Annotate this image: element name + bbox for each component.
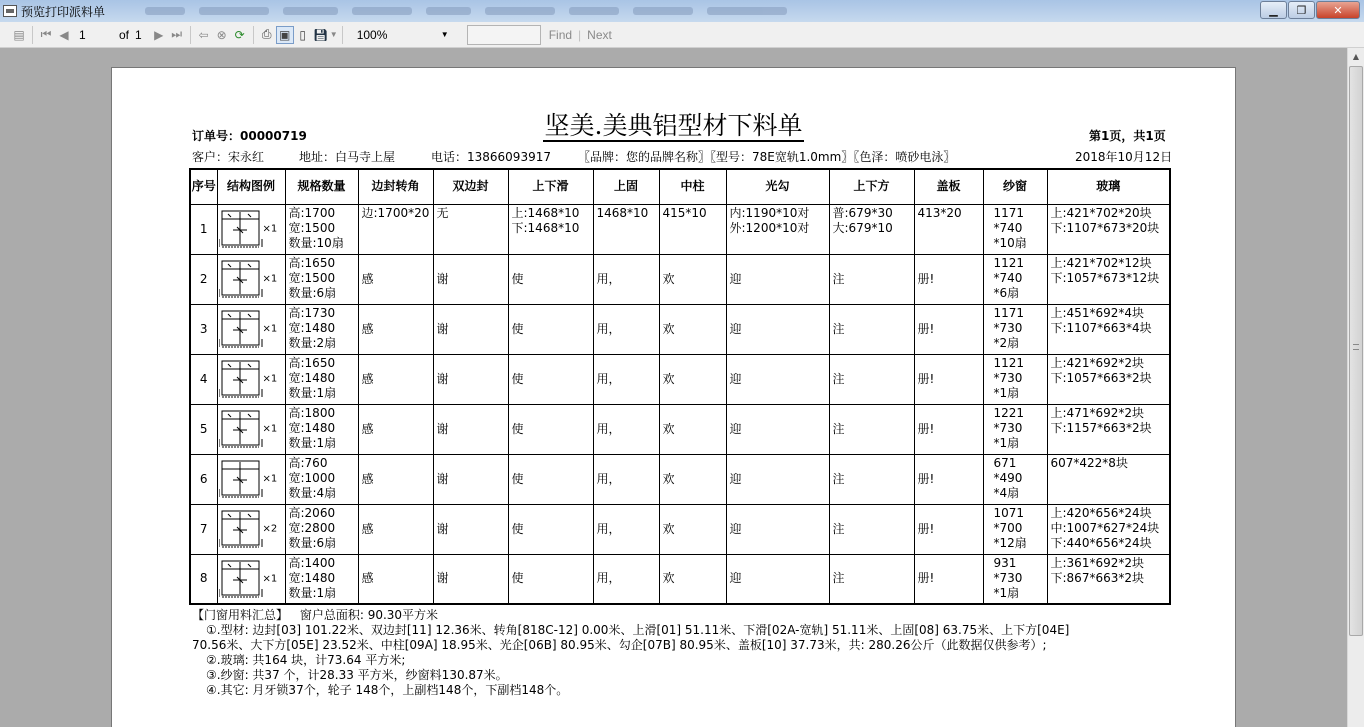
- edge-corner: 感: [358, 304, 433, 354]
- cell-line: 迎: [729, 421, 742, 436]
- chevron-down-icon: ▼: [440, 30, 449, 39]
- cell-line: 高:2060: [288, 505, 336, 520]
- glass-spec: [1047, 304, 1170, 354]
- maximize-icon: ❐: [1296, 3, 1307, 17]
- spec-quantity: [285, 204, 358, 254]
- cell-line: *12扇: [993, 535, 1027, 550]
- document-map-icon[interactable]: ▤: [13, 27, 25, 42]
- cell-line: 数量:1扇: [288, 385, 337, 400]
- window-diagram-icon: [219, 272, 263, 286]
- cell-line: 使: [511, 321, 524, 336]
- table-row: [190, 254, 1170, 304]
- structure-diagram: [217, 404, 285, 454]
- edge-corner: 感: [358, 454, 433, 504]
- double-edge: 谢: [433, 254, 508, 304]
- last-page-icon[interactable]: ⏭: [171, 27, 183, 41]
- row-number: 3: [190, 304, 217, 354]
- maximize-button[interactable]: [1288, 1, 1315, 19]
- toolbar-separator: [342, 26, 343, 44]
- double-edge: 谢: [433, 404, 508, 454]
- upper-lower-rail: [829, 504, 914, 554]
- cell-line: 数量:6扇: [288, 535, 337, 550]
- row-number: 6: [190, 454, 217, 504]
- cell-line: 宽:2800: [288, 520, 336, 535]
- hook-profile: [726, 454, 829, 504]
- window-titlebar: [0, 0, 1364, 22]
- summary-profiles: ①.型材: 边封[03] 101.22米、双边封[11] 12.36米、转角[818C-12] 0.00米、上滑[01] 51.11米、下滑[02A-宽轨] 51.11米、上固[08] 63.75米、上下方[04E]: [206, 623, 1070, 637]
- slide-rail: [508, 504, 593, 554]
- cell-line: *740: [993, 220, 1023, 235]
- cell-line: 上:451*692*4块: [1050, 305, 1144, 320]
- document-title: 坚美.美典铝型材下料单: [544, 111, 803, 140]
- find-input[interactable]: [467, 25, 541, 45]
- summary-screen: ③.纱窗: 共37 个，计28.33 平方米，纱窗料130.87米。: [206, 668, 508, 682]
- middle-post: 欢: [659, 554, 726, 604]
- cell-line: 注: [832, 521, 845, 536]
- table-row: [190, 504, 1170, 554]
- slide-rail: [508, 454, 593, 504]
- cell-line: 迎: [729, 371, 742, 386]
- edge-corner: 感: [358, 404, 433, 454]
- next-link[interactable]: Next: [587, 27, 612, 42]
- minimize-icon: ▁: [1269, 3, 1278, 17]
- glass-spec: [1047, 254, 1170, 304]
- middle-post: 欢: [659, 504, 726, 554]
- double-edge: 谢: [433, 354, 508, 404]
- cover-plate: 册!: [914, 304, 983, 354]
- upper-lower-rail: [829, 254, 914, 304]
- double-edge: 谢: [433, 454, 508, 504]
- structure-diagram: [217, 204, 285, 254]
- cell-line: 注: [832, 421, 845, 436]
- summary-other: ④.其它: 月牙锁37个，轮子 148个，上副档148个，下副档148个。: [206, 683, 569, 697]
- cell-line: 迎: [729, 521, 742, 536]
- first-page-icon[interactable]: ⏮: [40, 27, 52, 41]
- top-fixed: 用，: [593, 404, 659, 454]
- glass-spec: [1047, 354, 1170, 404]
- middle-post: 欢: [659, 404, 726, 454]
- cell-line: 宽:1000: [288, 470, 336, 485]
- cell-line: 使: [511, 471, 524, 486]
- edge-corner: 感: [358, 254, 433, 304]
- edge-corner: 边:1700*20: [358, 204, 433, 254]
- cell-line: 使: [511, 521, 524, 536]
- cell-line: 1171: [993, 305, 1025, 320]
- diagram-multiplier: ×2: [262, 523, 278, 535]
- cell-line: *1扇: [993, 585, 1020, 600]
- top-fixed: 用，: [593, 354, 659, 404]
- table-body: [190, 204, 1170, 604]
- table-row: [190, 304, 1170, 354]
- scroll-thumb[interactable]: [1349, 66, 1363, 636]
- row-number: 5: [190, 404, 217, 454]
- cell-line: 高:1650: [288, 255, 336, 270]
- hook-profile: [726, 254, 829, 304]
- stop-icon[interactable]: ⊗: [216, 27, 227, 42]
- cell-line: 671: [993, 455, 1017, 470]
- cover-plate: 册!: [914, 354, 983, 404]
- structure-diagram: [217, 554, 285, 604]
- slide-rail: [508, 554, 593, 604]
- diagram-multiplier: ×1: [262, 273, 278, 285]
- cell-line: *700: [993, 520, 1023, 535]
- cell-line: 上:1468*10: [511, 205, 580, 220]
- cell-line: 注: [832, 271, 845, 286]
- cell-line: 上:420*656*24块: [1050, 505, 1152, 520]
- diagram-multiplier: ×1: [262, 573, 278, 585]
- spec-quantity: [285, 554, 358, 604]
- middle-post: 欢: [659, 454, 726, 504]
- cell-line: 迎: [729, 321, 742, 336]
- page-info: 第1页，共1页: [1089, 129, 1166, 143]
- vertical-scrollbar[interactable]: [1347, 48, 1364, 727]
- column-header: 上固: [593, 169, 659, 204]
- table-row: [190, 454, 1170, 504]
- column-header: 纱窗: [983, 169, 1047, 204]
- report-toolbar: [0, 22, 1364, 48]
- order-number: 订单号：00000719: [192, 129, 307, 143]
- cover-plate: 册!: [914, 254, 983, 304]
- double-edge: 谢: [433, 504, 508, 554]
- cell-line: 宽:1500: [288, 270, 336, 285]
- material-table: [189, 168, 1171, 605]
- cell-line: 1121: [993, 255, 1025, 270]
- cell-line: 使: [511, 571, 524, 586]
- printer-icon: [3, 5, 17, 17]
- cell-line: 宽:1480: [288, 570, 336, 585]
- cover-plate: 册!: [914, 554, 983, 604]
- window-diagram-icon: [219, 571, 263, 585]
- cell-line: *740: [993, 270, 1023, 285]
- diagram-multiplier: ×1: [262, 423, 278, 435]
- cell-line: 下:1107*663*4块: [1050, 320, 1152, 335]
- table-row: [190, 354, 1170, 404]
- cell-line: 931: [993, 555, 1017, 570]
- cell-line: 使: [511, 271, 524, 286]
- column-header: 双边封: [433, 169, 508, 204]
- upper-lower-rail: [829, 404, 914, 454]
- upper-lower-rail: [829, 554, 914, 604]
- table-row: [190, 204, 1170, 254]
- toolbar-separator: [190, 26, 191, 44]
- minimize-button[interactable]: [1260, 1, 1287, 19]
- column-header: 结构图例: [217, 169, 285, 204]
- cell-line: 使: [511, 421, 524, 436]
- screen-window: [983, 554, 1047, 604]
- cell-line: 注: [832, 571, 845, 586]
- print-icon[interactable]: ⎙: [261, 27, 272, 41]
- glass-spec: [1047, 554, 1170, 604]
- hook-profile: [726, 404, 829, 454]
- upper-lower-rail: [829, 454, 914, 504]
- hook-profile: [726, 554, 829, 604]
- print-layout-icon[interactable]: ▣: [276, 26, 294, 44]
- edge-corner: 感: [358, 504, 433, 554]
- total-pages-label: 1: [135, 27, 142, 42]
- slide-rail: [508, 354, 593, 404]
- export-icon[interactable]: 💾︎: [313, 27, 329, 42]
- window-diagram-icon: [219, 422, 263, 436]
- upper-lower-rail: [829, 204, 914, 254]
- top-fixed: 用，: [593, 554, 659, 604]
- screen-window: [983, 454, 1047, 504]
- spec-quantity: [285, 504, 358, 554]
- screen-window: [983, 304, 1047, 354]
- cell-line: 下:1057*663*2块: [1050, 370, 1152, 385]
- column-header: 中柱: [659, 169, 726, 204]
- cell-line: *2扇: [993, 335, 1020, 350]
- cell-line: 宽:1500: [288, 220, 336, 235]
- cell-line: 上:421*692*2块: [1050, 355, 1144, 370]
- glass-spec: [1047, 404, 1170, 454]
- cell-line: 1121: [993, 355, 1025, 370]
- cell-line: 迎: [729, 571, 742, 586]
- top-fixed: 用，: [593, 304, 659, 354]
- spec-quantity: [285, 354, 358, 404]
- slide-rail: [508, 304, 593, 354]
- edge-corner: 感: [358, 554, 433, 604]
- cell-line: *730: [993, 420, 1023, 435]
- cell-line: 高:1800: [288, 405, 336, 420]
- structure-diagram: [217, 304, 285, 354]
- summary-glass: ②.玻璃: 共164 块，计73.64 平方米;: [206, 653, 406, 667]
- page-of-label: of: [119, 27, 130, 42]
- double-edge: 无: [433, 204, 508, 254]
- product-spec: 〖品牌：您的品牌名称〗〖型号：78E宽轨1.0mm〗〖色泽：喷砂电泳〗: [578, 150, 956, 164]
- cell-line: 1171: [993, 205, 1025, 220]
- find-link[interactable]: Find: [548, 27, 573, 42]
- cell-line: *730: [993, 570, 1023, 585]
- top-fixed: 用，: [593, 254, 659, 304]
- window-diagram-icon: [219, 322, 263, 336]
- cover-plate: 413*20: [914, 204, 983, 254]
- middle-post: 欢: [659, 254, 726, 304]
- summary-area: 窗户总面积: 90.30平方米: [299, 608, 439, 622]
- double-edge: 谢: [433, 304, 508, 354]
- cover-plate: 册!: [914, 404, 983, 454]
- diagram-multiplier: ×1: [262, 223, 278, 235]
- spec-quantity: [285, 254, 358, 304]
- cell-line: 数量:4扇: [288, 485, 337, 500]
- cell-line: 高:1700: [288, 205, 336, 220]
- zoom-value: 100%: [356, 27, 388, 42]
- glass-spec: [1047, 454, 1170, 504]
- cell-line: *10扇: [993, 235, 1027, 250]
- cell-line: 高:1650: [288, 355, 336, 370]
- edge-corner: 感: [358, 354, 433, 404]
- column-header: 规格数量: [285, 169, 358, 204]
- slide-rail: [508, 204, 593, 254]
- column-header: 光勾: [726, 169, 829, 204]
- column-header: 玻璃: [1047, 169, 1170, 204]
- refresh-icon[interactable]: ⟳: [234, 27, 245, 42]
- row-number: 7: [190, 504, 217, 554]
- cell-line: 下:867*663*2块: [1050, 570, 1144, 585]
- cell-line: 下:1468*10: [511, 220, 580, 235]
- cell-line: 普:679*30: [832, 205, 893, 220]
- cell-line: 上:421*702*20块: [1050, 205, 1152, 220]
- cell-line: *490: [993, 470, 1023, 485]
- cell-line: 下:1107*673*20块: [1050, 220, 1160, 235]
- diagram-multiplier: ×1: [262, 473, 278, 485]
- screen-window: [983, 354, 1047, 404]
- cell-line: *730: [993, 370, 1023, 385]
- cell-line: 宽:1480: [288, 370, 336, 385]
- structure-diagram: [217, 254, 285, 304]
- cell-line: 外:1200*10对: [729, 220, 810, 235]
- diagram-multiplier: ×1: [262, 373, 278, 385]
- find-next-divider: |: [578, 27, 582, 42]
- cell-line: 上:471*692*2块: [1050, 405, 1144, 420]
- table-header-row: [190, 169, 1170, 204]
- cell-line: 宽:1480: [288, 420, 336, 435]
- cell-line: 数量:2扇: [288, 335, 337, 350]
- material-summary: [192, 608, 1069, 698]
- spec-quantity: [285, 404, 358, 454]
- customer-name: 客户：宋永红: [192, 150, 265, 164]
- cell-line: *6扇: [993, 285, 1020, 300]
- glass-spec: [1047, 504, 1170, 554]
- cell-line: 高:1730: [288, 305, 336, 320]
- table-row: [190, 404, 1170, 454]
- column-header: 上下滑: [508, 169, 593, 204]
- top-fixed: 1468*10: [593, 204, 659, 254]
- row-number: 1: [190, 204, 217, 254]
- window-title: 预览打印派料单: [21, 4, 106, 19]
- screen-window: [983, 504, 1047, 554]
- cell-line: 注: [832, 471, 845, 486]
- upper-lower-rail: [829, 304, 914, 354]
- slide-rail: [508, 404, 593, 454]
- hook-profile: [726, 504, 829, 554]
- column-header: 边封转角: [358, 169, 433, 204]
- row-number: 8: [190, 554, 217, 604]
- hook-profile: [726, 354, 829, 404]
- cell-line: *1扇: [993, 385, 1020, 400]
- cover-plate: 册!: [914, 504, 983, 554]
- row-number: 2: [190, 254, 217, 304]
- customer-address: 地址：白马寺上屋: [299, 150, 396, 164]
- middle-post: 欢: [659, 354, 726, 404]
- close-button[interactable]: [1316, 1, 1360, 19]
- cell-line: 使: [511, 371, 524, 386]
- screen-window: [983, 254, 1047, 304]
- diagram-multiplier: ×1: [262, 323, 278, 335]
- cell-line: 607*422*8块: [1050, 455, 1128, 470]
- cell-line: *1扇: [993, 435, 1020, 450]
- upper-lower-rail: [829, 354, 914, 404]
- column-header: 上下方: [829, 169, 914, 204]
- structure-diagram: [217, 504, 285, 554]
- cell-line: 上:361*692*2块: [1050, 555, 1144, 570]
- cell-line: 内:1190*10对: [729, 205, 810, 220]
- cell-line: 迎: [729, 271, 742, 286]
- cell-line: 数量:1扇: [288, 435, 337, 450]
- spec-quantity: [285, 454, 358, 504]
- top-fixed: 用，: [593, 504, 659, 554]
- middle-post: 415*10: [659, 204, 726, 254]
- table-row: [190, 554, 1170, 604]
- cell-line: 数量:1扇: [288, 585, 337, 600]
- toolbar-separator: [32, 26, 33, 44]
- cell-line: 数量:10扇: [288, 235, 344, 250]
- cell-line: 数量:6扇: [288, 285, 337, 300]
- summary-profiles-cont: 70.56米、大下方[05E] 23.52米、中柱[09A] 18.95米、光企[06B] 80.95米、勾企[07B] 80.95米、盖板[10] 37.73米，共: 280.26公斤（此数据仅供参考）;: [192, 638, 1047, 652]
- page-setup-icon[interactable]: ▯: [299, 27, 306, 42]
- cell-line: 大:679*10: [832, 220, 893, 235]
- summary-heading-line: [192, 608, 1069, 623]
- order-date: 2018年10月12日: [1075, 150, 1173, 164]
- hook-profile: [726, 304, 829, 354]
- summary-heading: 【门窗用料汇总】: [192, 608, 289, 622]
- close-icon: ✕: [1333, 3, 1343, 17]
- cell-line: 上:421*702*12块: [1050, 255, 1152, 270]
- window-diagram-icon: [219, 472, 263, 486]
- window-diagram-icon: [219, 522, 263, 536]
- cell-line: 中:1007*627*24块: [1050, 520, 1160, 535]
- slide-rail: [508, 254, 593, 304]
- cell-line: *4扇: [993, 485, 1020, 500]
- cell-line: 高:1400: [288, 555, 336, 570]
- cell-line: 注: [832, 321, 845, 336]
- screen-window: [983, 204, 1047, 254]
- page-number-input[interactable]: [79, 26, 113, 44]
- customer-phone: 电话：13866093917: [431, 150, 551, 164]
- scroll-up-icon[interactable]: ▲: [1352, 52, 1360, 61]
- cell-line: *730: [993, 320, 1023, 335]
- cell-line: 宽:1480: [288, 320, 336, 335]
- cell-line: 下:1057*673*12块: [1050, 270, 1160, 285]
- glass-spec: [1047, 204, 1170, 254]
- screen-window: [983, 404, 1047, 454]
- column-header: 序号: [190, 169, 217, 204]
- structure-diagram: [217, 454, 285, 504]
- next-page-icon[interactable]: ▶: [154, 27, 164, 42]
- middle-post: 欢: [659, 304, 726, 354]
- double-edge: 谢: [433, 554, 508, 604]
- hook-profile: [726, 204, 829, 254]
- cover-plate: 册!: [914, 454, 983, 504]
- cell-line: 下:1157*663*2块: [1050, 420, 1152, 435]
- cell-line: 1071: [993, 505, 1025, 520]
- back-icon[interactable]: ⇦: [198, 27, 209, 42]
- zoom-select[interactable]: [353, 26, 453, 44]
- toolbar-separator: [253, 26, 254, 44]
- window-diagram-icon: [219, 372, 263, 386]
- structure-diagram: [217, 354, 285, 404]
- scroll-grip-icon: [1353, 344, 1359, 350]
- cell-line: 注: [832, 371, 845, 386]
- cell-line: 迎: [729, 471, 742, 486]
- top-fixed: 用，: [593, 454, 659, 504]
- cell-line: 下:440*656*24块: [1050, 535, 1152, 550]
- report-page: [111, 67, 1236, 727]
- row-number: 4: [190, 354, 217, 404]
- column-header: 盖板: [914, 169, 983, 204]
- spec-quantity: [285, 304, 358, 354]
- window-diagram-icon: [219, 222, 263, 236]
- export-dropdown-icon[interactable]: ▼: [329, 30, 338, 39]
- cell-line: 1221: [993, 405, 1025, 420]
- previous-page-icon[interactable]: ◀: [59, 27, 69, 42]
- blurred-taskbar-strip: [145, 7, 787, 15]
- cell-line: 高:760: [288, 455, 328, 470]
